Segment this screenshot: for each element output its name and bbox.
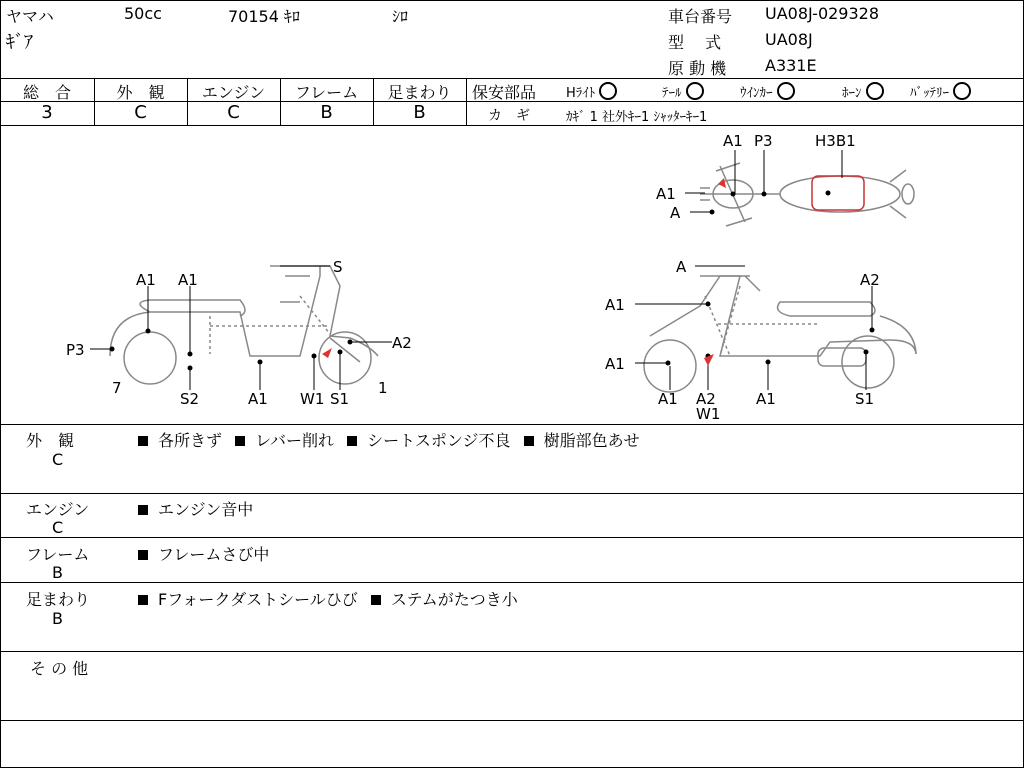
right-side-scooter: [644, 276, 916, 392]
safety-item-label: ｳｲﾝｶｰ: [740, 86, 773, 101]
grade-header-suspension: 足まわり: [387, 83, 452, 102]
safety-item-label: ﾃｰﾙ: [662, 86, 682, 101]
safety-item-label: ﾊﾞｯﾃﾘｰ: [910, 86, 949, 101]
note-item: 樹脂部色あせ: [543, 431, 640, 450]
ok-circle-icon: [599, 82, 617, 100]
notes-rule-4: [0, 651, 1024, 652]
grade-header-engine: エンジン: [201, 83, 266, 102]
bullet-square-icon: [138, 595, 148, 605]
top-label-A1-left: A1: [656, 185, 676, 203]
bullet-square-icon: [138, 505, 148, 515]
model-name: ｷﾞｱ: [6, 32, 33, 53]
engine-value: A331E: [765, 56, 817, 75]
right-label-A1-a: A1: [605, 296, 625, 314]
notes-rule-1: [0, 493, 1024, 494]
note-item: シートスポンジ不良: [367, 431, 511, 450]
note-item: エンジン音中: [158, 500, 254, 519]
type-label: 型 式: [668, 33, 722, 52]
left-label-1: 1: [378, 379, 388, 397]
color: ｼﾛ: [392, 7, 409, 26]
left-label-S2: S2: [180, 390, 200, 408]
grade-value-overall: 3: [41, 102, 53, 123]
left-label-P3: P3: [66, 341, 85, 359]
notes-rule-5: [0, 720, 1024, 721]
top-label-H3B1: H3B1: [815, 132, 856, 150]
maker: ヤマハ: [6, 7, 54, 26]
safety-item-horn: [842, 82, 884, 101]
ok-circle-icon: [953, 82, 971, 100]
safety-item-label: Hﾗｲﾄ: [566, 86, 596, 101]
left-label-A2: A2: [392, 334, 412, 352]
engine-label: 原 動 機: [668, 59, 727, 78]
notes-rule-2: [0, 537, 1024, 538]
right-label-S1: S1: [855, 390, 875, 408]
note-item: ステムがたつき小: [390, 590, 518, 609]
top-label-A1: A1: [723, 132, 743, 150]
safety-item-headlight: [566, 82, 617, 101]
key-value: ｶｷﾞ 1 社外ｷｰ1 ｼｬｯﾀｰｷｰ1: [566, 110, 708, 125]
note-item: フレームさび中: [158, 545, 270, 564]
bullet-square-icon: [524, 436, 534, 446]
right-label-A1-d: A1: [756, 390, 776, 408]
grade-header-frame: フレーム: [294, 83, 359, 102]
left-label-7: 7: [112, 379, 122, 397]
displacement: 50cc: [124, 4, 162, 23]
note-category-frame: フレーム: [26, 545, 90, 564]
bullet-square-icon: [138, 436, 148, 446]
safety-label: 保安部品: [472, 83, 537, 102]
grade-top-rule: [0, 78, 1024, 79]
top-label-P3: P3: [754, 132, 773, 150]
right-label-W1: W1: [696, 405, 721, 423]
key-label: カ ギ: [488, 108, 530, 124]
grade-header-exterior: 外 観: [116, 83, 165, 102]
diagram-bottom-rule: [0, 424, 1024, 425]
note-category-exterior: 外 観: [26, 431, 75, 450]
note-grade-frame: B: [52, 563, 63, 582]
bullet-square-icon: [138, 550, 148, 560]
safety-item-battery: [910, 82, 971, 101]
bullet-square-icon: [347, 436, 357, 446]
note-items-engine: [138, 497, 253, 520]
ok-circle-icon: [777, 82, 795, 100]
grade-value-engine: C: [227, 102, 240, 123]
ok-circle-icon: [686, 82, 704, 100]
mileage: 70154 ｷﾛ: [228, 7, 300, 26]
chassis-label: 車台番号: [668, 7, 733, 26]
chassis-value: UA08J-029328: [765, 4, 880, 23]
right-label-A: A: [676, 258, 687, 276]
scooter-diagram: [0, 126, 1024, 424]
ok-circle-icon: [866, 82, 884, 100]
left-label-A1-b: A1: [178, 271, 198, 289]
left-label-A1-c: A1: [248, 390, 268, 408]
right-label-A2-b: A2: [696, 390, 716, 408]
note-item: Fフォークダストシールひび: [158, 590, 358, 609]
right-label-A1-c: A1: [658, 390, 678, 408]
grade-divider: [466, 78, 467, 125]
top-label-A: A: [670, 204, 681, 222]
bullet-square-icon: [235, 436, 245, 446]
note-grade-engine: C: [52, 518, 64, 537]
left-label-A1-a: A1: [136, 271, 156, 289]
left-label-W1: W1: [300, 390, 325, 408]
note-item: 各所きず: [158, 431, 223, 450]
safety-mid-rule: [466, 101, 1024, 102]
note-items-frame: [138, 542, 269, 565]
grade-value-suspension: B: [413, 102, 426, 123]
note-grade-suspension: B: [52, 609, 63, 628]
notes-rule-3: [0, 582, 1024, 583]
safety-item-winker: [740, 82, 795, 101]
type-value: UA08J: [765, 30, 813, 49]
grade-value-frame: B: [320, 102, 333, 123]
grade-header-overall: 総 合: [22, 83, 71, 102]
left-label-S1: S1: [330, 390, 350, 408]
note-category-suspension: 足まわり: [26, 590, 91, 609]
safety-item-tail: [662, 82, 704, 101]
safety-item-label: ﾎｰﾝ: [842, 86, 862, 101]
note-items-exterior: [138, 428, 640, 451]
left-label-S: S: [333, 258, 343, 276]
note-category-engine: エンジン: [26, 500, 90, 519]
note-item: レバー削れ: [255, 431, 334, 450]
right-label-A1-b: A1: [605, 355, 625, 373]
right-label-A2: A2: [860, 271, 880, 289]
note-items-suspension: [138, 587, 518, 610]
note-grade-exterior: C: [52, 450, 64, 469]
note-category-other: そ の 他: [30, 659, 89, 678]
bullet-square-icon: [371, 595, 381, 605]
grade-value-exterior: C: [134, 102, 147, 123]
